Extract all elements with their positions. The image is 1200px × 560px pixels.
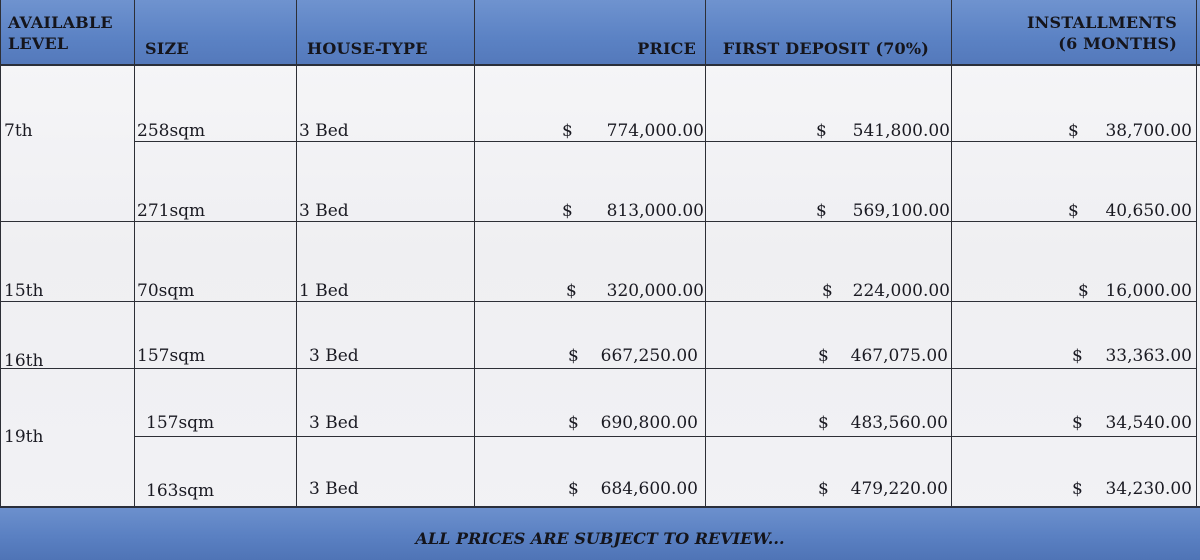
price-value: 774,000.00 xyxy=(606,121,704,141)
grid-line xyxy=(705,0,706,506)
currency-symbol: $ xyxy=(1072,413,1083,433)
grid-line xyxy=(0,301,1196,302)
level-cell: 16th xyxy=(4,351,44,371)
grid-line xyxy=(1196,0,1197,506)
house-type-cell: 1 Bed xyxy=(299,281,349,301)
currency-symbol: $ xyxy=(1072,346,1083,366)
house-type-cell: 3 Bed xyxy=(309,413,359,433)
installment-value: 34,230.00 xyxy=(1105,479,1192,499)
currency-symbol: $ xyxy=(1072,479,1083,499)
installment-cell xyxy=(1072,346,1192,366)
installment-cell xyxy=(1072,413,1192,433)
size-cell: 157sqm xyxy=(146,413,215,433)
price-cell xyxy=(568,346,698,366)
price-value: 813,000.00 xyxy=(606,201,704,221)
grid-line xyxy=(951,0,952,506)
size-cell: 258sqm xyxy=(137,121,206,141)
price-cell xyxy=(566,281,704,301)
price-cell xyxy=(562,121,704,141)
installment-value: 33,363.00 xyxy=(1105,346,1192,366)
deposit-value: 483,560.00 xyxy=(850,413,948,433)
installment-cell xyxy=(1068,201,1192,221)
installment-value: 38,700.00 xyxy=(1105,121,1192,141)
table-header xyxy=(0,0,1200,66)
size-cell: 70sqm xyxy=(137,281,195,301)
deposit-value: 224,000.00 xyxy=(852,281,950,301)
grid-line xyxy=(0,0,1,506)
price-value: 690,800.00 xyxy=(600,413,698,433)
grid-line xyxy=(134,436,1196,437)
header-installments-line1: INSTALLMENTS xyxy=(1026,13,1177,32)
installment-cell xyxy=(1072,479,1192,499)
header-level-line2: LEVEL xyxy=(8,34,69,53)
price-value: 667,250.00 xyxy=(600,346,698,366)
header-installments-line2: (6 MONTHS) xyxy=(1058,34,1177,53)
house-type-cell: 3 Bed xyxy=(309,346,359,366)
deposit-cell xyxy=(818,413,948,433)
grid-line xyxy=(296,0,297,506)
grid-line xyxy=(134,0,135,506)
level-cell: 19th xyxy=(4,427,44,447)
deposit-value: 479,220.00 xyxy=(850,479,948,499)
installment-value: 16,000.00 xyxy=(1105,281,1192,301)
header-first-deposit: FIRST DEPOSIT (70%) xyxy=(722,39,930,58)
house-type-cell: 3 Bed xyxy=(299,201,349,221)
house-type-cell: 3 Bed xyxy=(309,479,359,499)
deposit-cell xyxy=(822,281,950,301)
currency-symbol: $ xyxy=(568,479,579,499)
currency-symbol: $ xyxy=(818,479,829,499)
table-footer xyxy=(0,506,1200,560)
header-price: PRICE xyxy=(637,39,696,58)
level-cell: 7th xyxy=(4,121,33,141)
currency-symbol: $ xyxy=(816,201,827,221)
deposit-cell xyxy=(818,346,948,366)
size-cell: 163sqm xyxy=(146,481,215,501)
header-level-line1: AVAILABLE xyxy=(8,13,113,32)
deposit-cell xyxy=(816,201,950,221)
deposit-value: 541,800.00 xyxy=(852,121,950,141)
deposit-cell xyxy=(818,479,948,499)
currency-symbol: $ xyxy=(568,346,579,366)
price-value: 684,600.00 xyxy=(600,479,698,499)
footer-note: ALL PRICES ARE SUBJECT TO REVIEW... xyxy=(415,529,785,548)
grid-line xyxy=(0,368,1196,369)
deposit-value: 569,100.00 xyxy=(852,201,950,221)
currency-symbol: $ xyxy=(818,413,829,433)
price-cell xyxy=(568,413,698,433)
currency-symbol: $ xyxy=(568,413,579,433)
installment-cell xyxy=(1078,281,1192,301)
installment-value: 34,540.00 xyxy=(1105,413,1192,433)
price-value: 320,000.00 xyxy=(606,281,704,301)
currency-symbol: $ xyxy=(566,281,577,301)
currency-symbol: $ xyxy=(1068,201,1079,221)
header-house-type: HOUSE-TYPE xyxy=(307,39,428,58)
level-cell: 15th xyxy=(4,281,44,301)
currency-symbol: $ xyxy=(562,201,573,221)
currency-symbol: $ xyxy=(816,121,827,141)
house-type-cell: 3 Bed xyxy=(299,121,349,141)
size-cell: 271sqm xyxy=(137,201,206,221)
deposit-cell xyxy=(816,121,950,141)
grid-line xyxy=(474,0,475,506)
installment-value: 40,650.00 xyxy=(1105,201,1192,221)
deposit-value: 467,075.00 xyxy=(850,346,948,366)
currency-symbol: $ xyxy=(818,346,829,366)
price-cell xyxy=(568,479,698,499)
currency-symbol: $ xyxy=(822,281,833,301)
header-size: SIZE xyxy=(145,39,189,58)
currency-symbol: $ xyxy=(1078,281,1089,301)
grid-line xyxy=(0,221,1196,222)
currency-symbol: $ xyxy=(562,121,573,141)
installment-cell xyxy=(1068,121,1192,141)
grid-line xyxy=(134,141,1196,142)
size-cell: 157sqm xyxy=(137,346,206,366)
price-cell xyxy=(562,201,704,221)
currency-symbol: $ xyxy=(1068,121,1079,141)
